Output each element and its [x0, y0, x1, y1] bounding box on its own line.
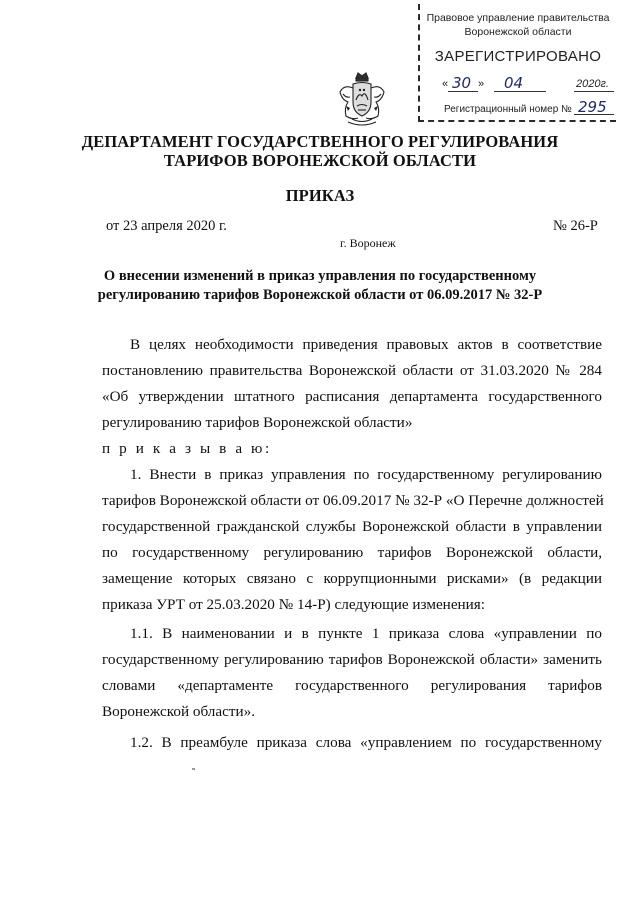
scan-speck: [192, 768, 195, 770]
order-number: № 26-Р: [553, 218, 598, 234]
body-line: 1.2. В преамбуле приказа слова «управлением по государственному: [130, 734, 602, 751]
stamp-quote-close: »: [478, 78, 485, 90]
body-line: 1. Внести в приказ управления по государственному регулированию: [130, 466, 602, 483]
body-line: постановлению правительства Воронежской области от 31.03.2020 № 284: [102, 362, 602, 379]
stamp-year: 2020г.: [576, 78, 609, 90]
body-line: В целях необходимости приведения правовых актов в соответствие: [130, 336, 602, 353]
stamp-underline: [574, 114, 614, 115]
department-name-line1: ДЕПАРТАМЕНТ ГОСУДАРСТВЕННОГО РЕГУЛИРОВАНИЯ: [81, 132, 559, 151]
order-verb: п р и к а з ы в а ю:: [102, 440, 272, 457]
stamp-underline: [494, 91, 546, 92]
body-line: «Об утверждении штатного расписания департамента государственного: [102, 388, 602, 405]
stamp-underline: [574, 91, 614, 92]
body-line: регулированию тарифов Воронежской области»: [102, 414, 413, 431]
stamp-underline: [448, 91, 478, 92]
body-line: 1.1. В наименовании и в пункте 1 приказа слова «управлении по: [130, 625, 602, 642]
body-line: словами «департаменте государственного регулирования тарифов: [102, 677, 602, 694]
order-date: от 23 апреля 2020 г.: [106, 218, 227, 234]
stamp-day: 30: [452, 74, 472, 92]
coat-of-arms-icon: [336, 70, 388, 130]
stamp-date: [442, 76, 612, 96]
city: г. Воронеж: [340, 236, 396, 250]
stamp-registered-label: ЗАРЕГИСТРИРОВАНО: [434, 48, 602, 65]
stamp-reg-number: 295: [578, 98, 607, 116]
subject-line2: регулированию тарифов Воронежской области от 06.09.2017 № 32-Р: [97, 287, 543, 303]
body-line: Воронежской области».: [102, 703, 256, 720]
department-name-line2: ТАРИФОВ ВОРОНЕЖСКОЙ ОБЛАСТИ: [163, 151, 477, 170]
body-line: государственному регулированию тарифов Воронежской области» заменить: [102, 651, 602, 668]
stamp-org-line1: Правовое управление правительства: [426, 12, 610, 24]
stamp-quote-open: «: [442, 78, 449, 90]
stamp-reg-number-label: Регистрационный номер №: [444, 104, 572, 115]
stamp-org-line2: Воронежской области: [464, 26, 572, 38]
stamp-month: 04: [504, 74, 524, 92]
body-line: по государственному регулированию тарифов Воронежской области,: [102, 544, 602, 561]
document-type: ПРИКАЗ: [285, 186, 355, 205]
body-line: приказа УРТ от 25.03.2020 № 14-Р) следующие изменения:: [102, 596, 486, 613]
body-line: тарифов Воронежской области от 06.09.2017 № 32-Р «О Перечне должностей: [102, 492, 604, 509]
body-line: государственной гражданской службы Воронежской области в управлении: [102, 518, 602, 535]
subject-line1: О внесении изменений в приказ управления по государственному: [103, 268, 537, 284]
registration-stamp: [418, 4, 616, 122]
body-line: замещение которых связано с коррупционными рисками» (в редакции: [102, 570, 602, 587]
